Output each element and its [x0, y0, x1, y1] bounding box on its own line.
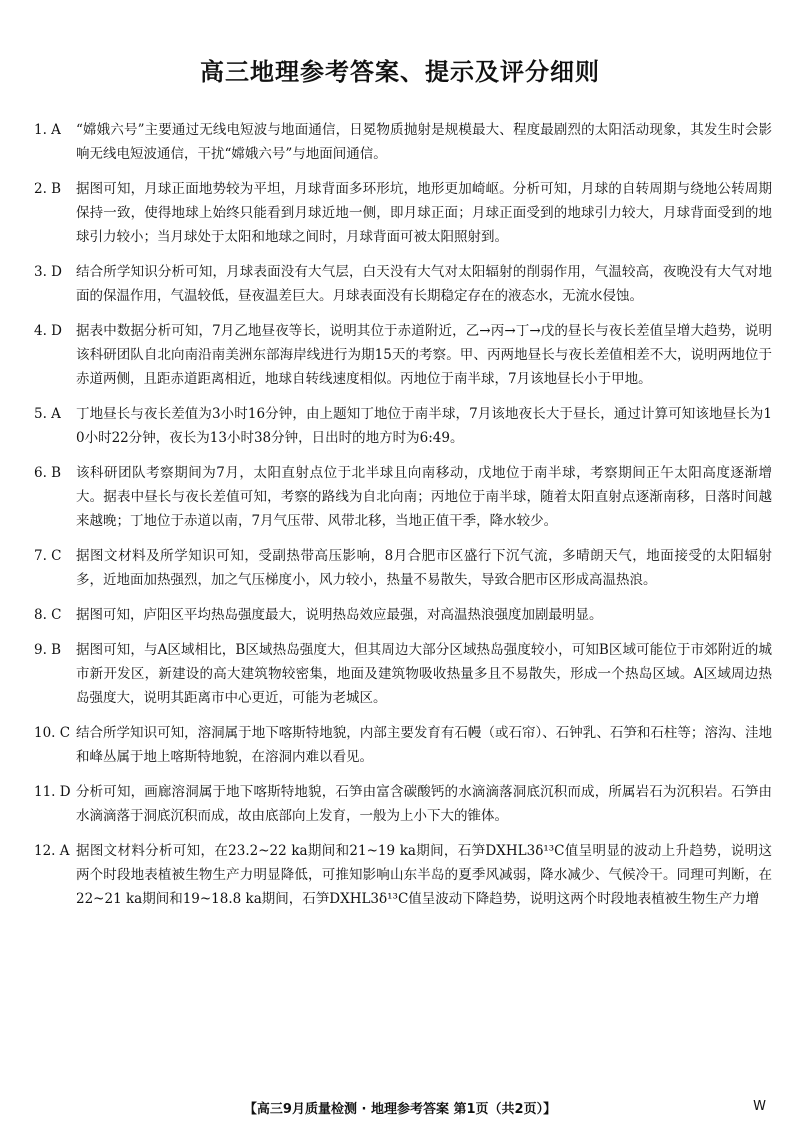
answer-number: 2. B [34, 181, 62, 197]
answer-item-1 [34, 118, 772, 166]
answer-item-3 [34, 260, 772, 308]
answer-explanation: 据图文材料及所学知识可知，受副热带高压影响，8月合肥市区盛行下沉气流，多晴朗天气，地面接受的太阳辐射多，近地面加热强烈，加之气压梯度小，风力较小，热量不易散失，导致合肥市区形成高温热浪。 [76, 548, 772, 588]
page-title: 高三地理参考答案、提示及评分细则 [200, 58, 600, 86]
answer-item-4 [34, 319, 772, 391]
answer-explanation: 据图可知，庐阳区平均热岛强度最大，说明热岛效应最强，对高温热浪强度加剧最明显。 [76, 607, 603, 623]
answer-item-9 [34, 638, 772, 710]
answer-item-10 [34, 721, 772, 769]
answer-number: 12. A [34, 843, 70, 859]
answer-explanation: 分析可知，画廊溶洞属于地下喀斯特地貌，石笋由富含碳酸钙的水滴滴落洞底沉积而成，所属岩石为沉积岩。石笋由水滴滴落于洞底沉积而成，故由底部向上发育，一般为上小下大的锥体。 [76, 784, 772, 824]
answer-item-2 [34, 177, 772, 249]
answer-item-7 [34, 544, 772, 592]
answer-number: 6. B [34, 465, 62, 481]
answer-number: 9. B [34, 642, 62, 658]
answer-explanation: 该科研团队考察期间为7月，太阳直射点位于北半球且向南移动，戊地位于南半球，考察期间正午太阳高度逐渐增大。据表中昼长与夜长差值可知，考察的路线为自北向南；丙地位于南半球，随着太阳直射点逐渐南移，日落时间越来越晚；丁地位于赤道以南，7月气压带、风带北移，当地正值干季，降水较少。 [76, 465, 772, 529]
answer-number: 4. D [34, 323, 62, 339]
answer-explanation: 结合所学知识分析可知，月球表面没有大气层，白天没有大气对太阳辐射的削弱作用，气温较高，夜晚没有大气对地面的保温作用，气温较低，昼夜温差巨大。月球表面没有长期稳定存在的液态水，无流水侵蚀。 [76, 264, 772, 304]
answer-number: 10. C [34, 725, 71, 741]
answer-number: 3. D [34, 264, 62, 280]
answer-number: 5. A [34, 406, 61, 422]
page-footer: 【高三9月质量检测 · 地理参考答案 第1页（共2页）】 [243, 1102, 557, 1117]
answer-number: 1. A [34, 122, 61, 138]
footer-version-mark: W [753, 1099, 766, 1114]
answer-item-12 [34, 839, 772, 911]
answer-number: 8. C [34, 607, 62, 623]
answer-number: 11. D [34, 784, 71, 800]
answer-item-11 [34, 780, 772, 828]
answer-number: 7. C [34, 548, 62, 564]
answer-explanation: 据图可知，与A区域相比，B区域热岛强度大，但其周边大部分区域热岛强度较小，可知B区域可能位于市郊附近的城市新开发区，新建设的高大建筑物较密集，地面及建筑物吸收热量多且不易散失，形成一个热岛区域。A区域周边热岛强度大，说明其距离市中心更近，可能为老城区。 [76, 642, 772, 706]
answer-explanation: 据图文材料分析可知，在23.2~22 ka期间和21~19 ka期间，石笋DXHL3δ¹³C值呈明显的波动上升趋势，说明这两个时段地表植被生物生产力明显降低，可推知影响山东半岛的夏季风减弱，降水减少、气候冷干。同理可判断，在22~21 ka期间和19~18.8 ka期间，石笋DXHL3δ¹³C值呈波动下降趋势，说明这两个时段地表植被生物生产力增 [76, 843, 772, 907]
answer-item-6 [34, 461, 772, 533]
answer-list [34, 118, 772, 922]
answer-explanation: 结合所学知识可知，溶洞属于地下喀斯特地貌，内部主要发育有石幔（或石帘）、石钟乳、石笋和石柱等；溶沟、洼地和峰丛属于地上喀斯特地貌，在溶洞内难以看见。 [76, 725, 772, 765]
answer-explanation: 据图可知，月球正面地势较为平坦，月球背面多环形坑，地形更加崎岖。分析可知，月球的自转周期与绕地公转周期保持一致，使得地球上始终只能看到月球近地一侧，即月球正面；月球正面受到的地球引力较大，月球背面受到的地球引力较小；当月球处于太阳和地球之间时，月球背面可被太阳照射到。 [76, 181, 772, 245]
answer-explanation: “嫦娥六号”主要通过无线电短波与地面通信，日冕物质抛射是规模最大、程度最剧烈的太阳活动现象，其发生时会影响无线电短波通信，干扰“嫦娥六号”与地面间通信。 [76, 122, 772, 162]
answer-item-8 [34, 603, 772, 627]
answer-explanation: 丁地昼长与夜长差值为3小时16分钟，由上题知丁地位于南半球，7月该地夜长大于昼长，通过计算可知该地昼长为10小时22分钟，夜长为13小时38分钟，日出时的地方时为6:49。 [76, 406, 772, 446]
answer-explanation: 据表中数据分析可知，7月乙地昼夜等长，说明其位于赤道附近，乙→丙→丁→戊的昼长与夜长差值呈增大趋势，说明该科研团队自北向南沿南美洲东部海岸线进行为期15天的考察。甲、丙两地昼长与夜长差值相差不大，说明两地位于赤道两侧，且距赤道距离相近，地球自转线速度相似。丙地位于南半球，7月该地昼长小于甲地。 [76, 323, 772, 387]
answer-item-5 [34, 402, 772, 450]
